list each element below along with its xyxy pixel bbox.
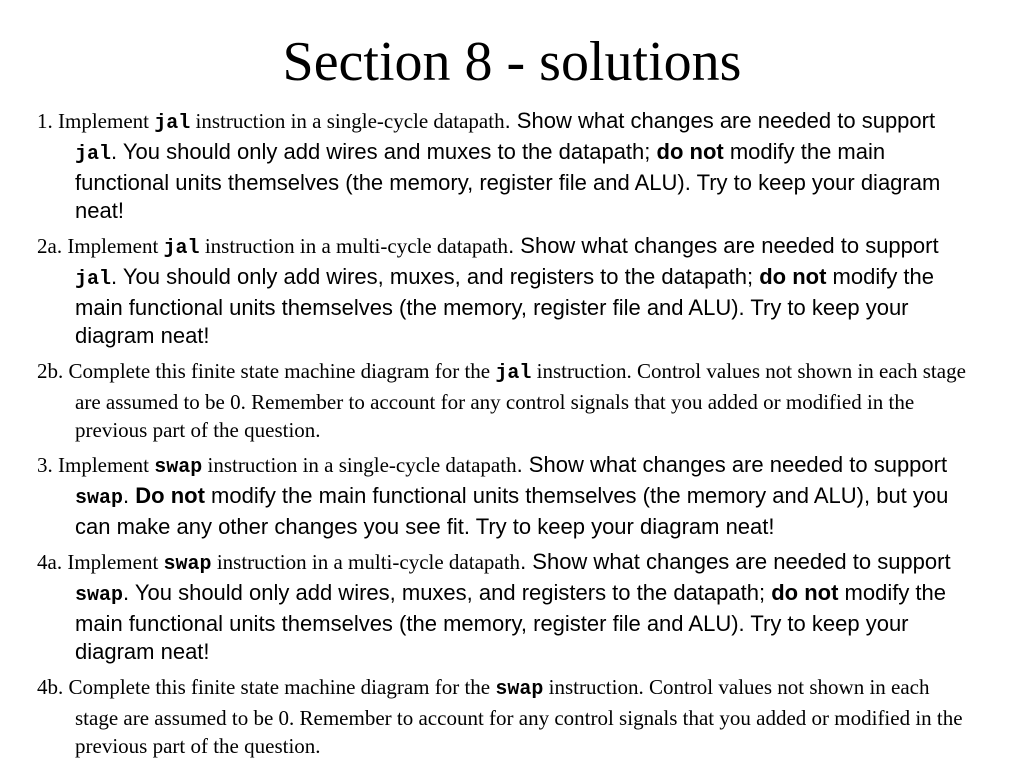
instruction-code: swap	[75, 487, 124, 510]
slide-title: Section 8 - solutions	[282, 31, 742, 93]
question-text: modify the main functional units themselves (the memory, register file and ALU). Try to keep your diagram neat!	[75, 264, 935, 348]
question-text: . Show what changes are needed to support	[516, 452, 948, 477]
instruction-code: swap	[163, 553, 212, 576]
instruction-code: swap	[495, 678, 544, 701]
instruction-code: swap	[75, 584, 124, 607]
question-text: modify the main functional units themselves (the memory and ALU), but you can make any other changes you see fit. Try to keep your diagram neat!	[75, 483, 949, 539]
question-text: .	[123, 483, 136, 508]
question-item	[37, 357, 977, 444]
instruction-code: jal	[75, 268, 112, 291]
question-lead: 1. Implement	[37, 109, 155, 133]
question-text: instruction. Control values not shown in each stage are assumed to be 0. Remember to account for any control signals that you added or modified in the previous part of the question.	[75, 675, 963, 758]
emphasis-text: do not	[656, 139, 724, 164]
instruction-code: jal	[163, 237, 200, 260]
instruction-code: jal	[75, 143, 112, 166]
instruction-code: jal	[495, 362, 532, 385]
emphasis-text: do not	[771, 580, 839, 605]
question-lead: instruction in a single-cycle datapath	[190, 109, 505, 133]
emphasis-text: do not	[759, 264, 827, 289]
question-item	[37, 548, 977, 666]
question-text: . Show what changes are needed to support	[520, 549, 951, 574]
question-item	[37, 232, 977, 350]
question-text: . Show what changes are needed to support	[504, 108, 936, 133]
question-item	[37, 107, 977, 225]
question-text: 4b. Complete this finite state machine diagram for the	[37, 675, 496, 699]
question-item	[37, 673, 977, 760]
question-text: modify the main functional units themselves (the memory, register file and ALU). Try to keep your diagram neat!	[75, 580, 947, 664]
question-lead: 2a. Implement	[37, 234, 164, 258]
question-item	[37, 451, 977, 541]
instruction-code: swap	[154, 456, 203, 479]
question-text: . You should only add wires, muxes, and registers to the datapath;	[123, 580, 772, 605]
question-text: . You should only add wires and muxes to the datapath;	[111, 139, 657, 164]
question-text: modify the main functional units themselves (the memory, register file and ALU). Try to keep your diagram neat!	[75, 139, 941, 223]
question-text: . You should only add wires, muxes, and registers to the datapath;	[111, 264, 760, 289]
instruction-code: jal	[154, 112, 191, 135]
question-lead: instruction in a multi-cycle datapath	[211, 550, 521, 574]
question-lead: instruction in a single-cycle datapath	[202, 453, 517, 477]
question-lead: 3. Implement	[37, 453, 155, 477]
emphasis-text: Do not	[135, 483, 205, 508]
question-text: 2b. Complete this finite state machine diagram for the	[37, 359, 496, 383]
question-lead: instruction in a multi-cycle datapath	[199, 234, 509, 258]
question-text: instruction. Control values not shown in each stage are assumed to be 0. Remember to account for any control signals that you added or modified in the previous part of the question.	[75, 359, 966, 442]
question-list	[37, 107, 977, 767]
question-lead: 4a. Implement	[37, 550, 164, 574]
question-text: . Show what changes are needed to support	[508, 233, 939, 258]
